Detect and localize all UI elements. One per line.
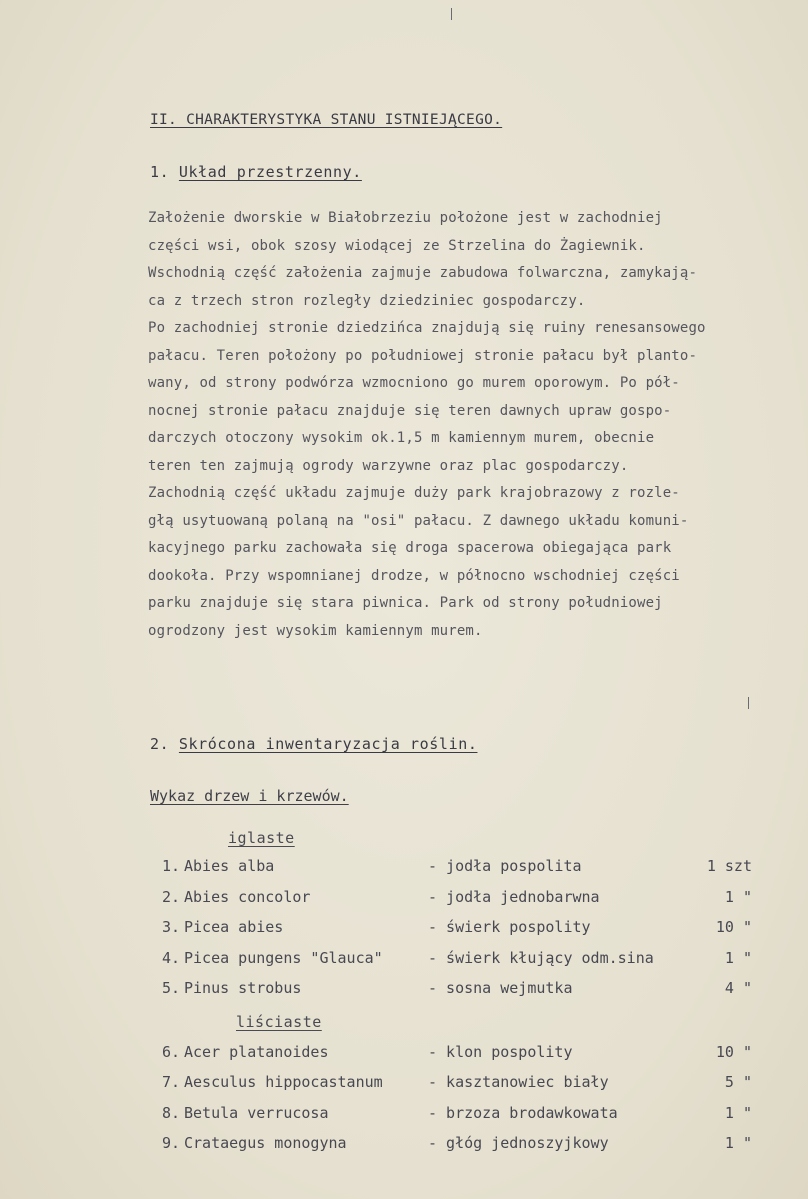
polish-name: - świerk kłujący odm.sina xyxy=(428,949,654,967)
quantity: 1 " xyxy=(724,1104,752,1122)
row-number: 1. xyxy=(162,857,181,875)
quantity: 4 " xyxy=(724,979,752,997)
row-number: 8. xyxy=(162,1104,181,1122)
paragraph-line: głą usytuowaną polaną na "osi" pałacu. Z dawnego układu komuni- xyxy=(148,512,689,529)
polish-name: - klon pospolity xyxy=(428,1043,573,1061)
section-1-title: Układ przestrzenny. xyxy=(178,163,362,181)
quantity: 1 " xyxy=(724,1134,752,1152)
row-number: 6. xyxy=(162,1043,181,1061)
plant-row xyxy=(0,979,808,1001)
row-number: 3. xyxy=(162,918,181,936)
plant-row xyxy=(0,1134,808,1156)
plant-row xyxy=(0,888,808,910)
polish-name: - jodła pospolita xyxy=(428,857,582,875)
paragraph-line: wany, od strony podwórza wzmocniono go murem oporowym. Po pół- xyxy=(148,375,680,391)
paragraph-line: nocnej stronie pałacu znajduje się teren dawnych upraw gospo- xyxy=(148,402,672,419)
quantity: 1 szt xyxy=(706,857,752,875)
section-2-title: Skrócona inwentaryzacja roślin. xyxy=(178,735,478,753)
plant-row xyxy=(0,1104,808,1126)
paragraph-line: kacyjnego parku zachowała się droga spacerowa obiegająca park xyxy=(148,540,672,556)
paragraph-line: dookoła. Przy wspomnianej drodze, w północno wschodniej części xyxy=(148,567,680,584)
quantity: 10 " xyxy=(715,1043,752,1061)
paragraph-line: parku znajduje się stara piwnica. Park od strony południowej xyxy=(148,595,663,611)
plant-row xyxy=(0,1073,808,1095)
latin-name: Betula verrucosa xyxy=(184,1104,329,1122)
row-number: 9. xyxy=(162,1134,181,1152)
paragraph-line: Zachodnią część układu zajmuje duży park krajobrazowy z rozle- xyxy=(148,485,680,501)
polish-name: - głóg jednoszyjkowy xyxy=(428,1134,609,1152)
row-number: 2. xyxy=(162,888,181,906)
quantity: 1 " xyxy=(724,888,752,906)
section-2-heading xyxy=(150,735,477,753)
paragraph-line: ogrodzony jest wysokim kamiennym murem. xyxy=(148,622,483,639)
description-paragraph xyxy=(148,205,808,645)
paragraph-line: Wschodnią część założenia zajmuje zabudowa folwarczna, zamykają- xyxy=(148,265,698,281)
latin-name: Abies concolor xyxy=(184,888,311,906)
chapter-heading: II. CHARAKTERYSTYKA STANU ISTNIEJĄCEGO. xyxy=(150,112,503,128)
paragraph-line: darczych otoczony wysokim ok.1,5 m kamiennym murem, obecnie xyxy=(148,430,655,446)
quantity: 10 " xyxy=(715,918,752,936)
top-pencil-mark xyxy=(451,8,452,20)
plant-row xyxy=(0,857,808,879)
paragraph-line: teren ten zajmują ogrody warzywne oraz plac gospodarczy. xyxy=(148,457,629,474)
latin-name: Acer platanoides xyxy=(184,1043,329,1061)
paragraph-line: ca z trzech stron rozległy dziedziniec gospodarczy. xyxy=(148,292,586,309)
polish-name: - jodła jednobarwna xyxy=(428,888,600,906)
group-label-coniferous: iglaste xyxy=(228,829,295,847)
group-label-deciduous: liściaste xyxy=(236,1013,322,1031)
polish-name: - brzoza brodawkowata xyxy=(428,1104,618,1122)
plant-row xyxy=(0,918,808,940)
latin-name: Aesculus hippocastanum xyxy=(184,1073,383,1091)
row-number: 5. xyxy=(162,979,181,997)
quantity: 1 " xyxy=(724,949,752,967)
latin-name: Picea abies xyxy=(184,918,284,936)
paragraph-line: Założenie dworskie w Białobrzeziu położone jest w zachodniej xyxy=(148,210,663,226)
section-1-heading xyxy=(150,163,362,181)
margin-pencil-mark xyxy=(748,697,749,709)
latin-name: Pinus strobus xyxy=(184,979,302,997)
polish-name: - świerk pospolity xyxy=(428,918,591,936)
plant-row xyxy=(0,1043,808,1065)
latin-name: Picea pungens "Glauca" xyxy=(184,949,383,967)
quantity: 5 " xyxy=(724,1073,752,1091)
section-1-number: 1. xyxy=(150,163,170,181)
paragraph-line: części wsi, obok szosy wiodącej ze Strzelina do Żagiewnik. xyxy=(148,237,646,254)
polish-name: - sosna wejmutka xyxy=(428,979,573,997)
row-number: 7. xyxy=(162,1073,181,1091)
latin-name: Abies alba xyxy=(184,857,275,875)
polish-name: - kasztanowiec biały xyxy=(428,1073,609,1091)
row-number: 4. xyxy=(162,949,181,967)
paragraph-line: pałacu. Teren położony po południowej stronie pałacu był planto- xyxy=(148,347,698,364)
plant-row xyxy=(0,949,808,971)
latin-name: Crataegus monogyna xyxy=(184,1134,347,1152)
list-title: Wykaz drzew i krzewów. xyxy=(150,787,349,805)
section-2-number: 2. xyxy=(150,735,170,753)
paragraph-line: Po zachodniej stronie dziedzińca znajdują się ruiny renesansowego xyxy=(148,320,706,336)
